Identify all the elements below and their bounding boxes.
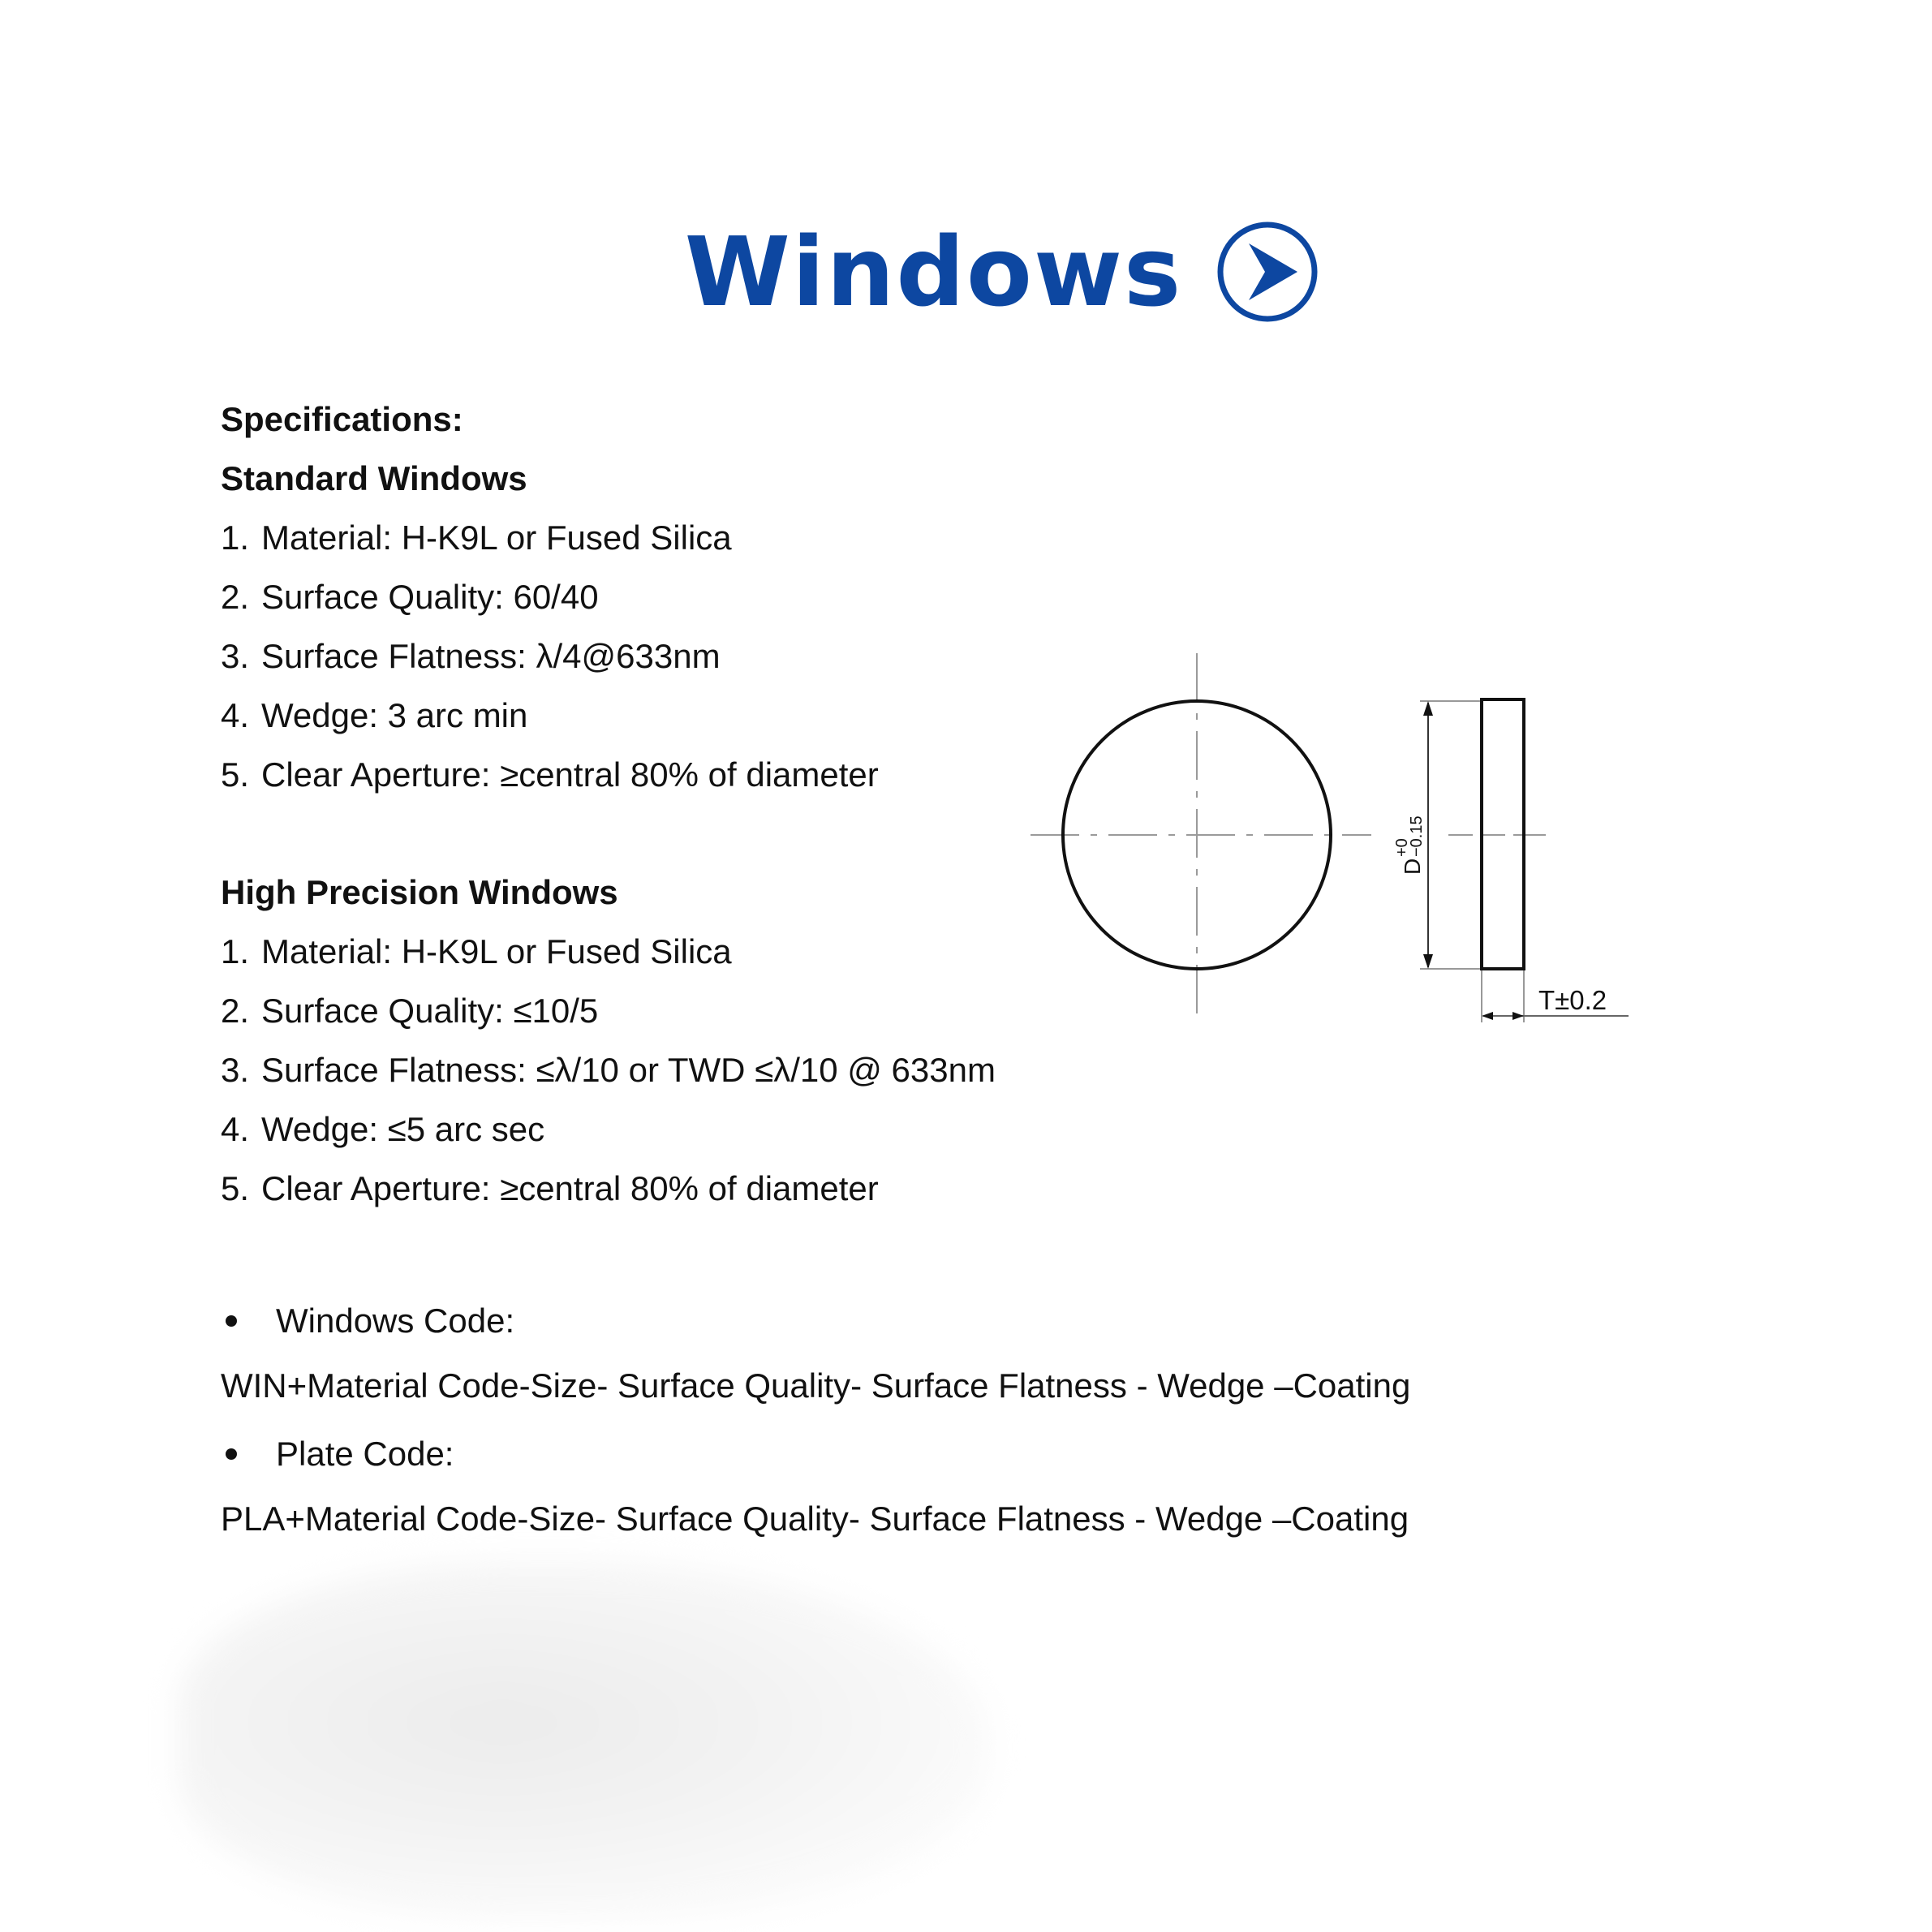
list-item-number: 1. <box>221 932 250 970</box>
arrow-right-circle-icon <box>1215 219 1320 325</box>
bullet-icon <box>226 1315 237 1327</box>
list-item-text: Material: H-K9L or Fused Silica <box>261 518 732 557</box>
list-item-number: 4. <box>221 1110 250 1148</box>
list-item-number: 3. <box>221 1051 250 1089</box>
list-item-text: Material: H-K9L or Fused Silica <box>261 932 732 970</box>
plate-code-format: PLA+Material Code-Size- Surface Quality- Surface Flatness - Wedge –Coating <box>221 1500 1409 1538</box>
list-item <box>221 1099 1276 1159</box>
diameter-tolerance-plus: +0 <box>1393 838 1411 857</box>
plate-code-label: Plate Code: <box>276 1435 454 1473</box>
windows-code-label: Windows Code: <box>276 1302 515 1340</box>
windows-code-format: WIN+Material Code-Size- Surface Quality- Surface Flatness - Wedge –Coating <box>221 1366 1411 1405</box>
list-item <box>221 1040 1276 1099</box>
thickness-label: T±0.2 <box>1538 985 1607 1015</box>
list-item <box>221 508 1276 567</box>
specifications-heading: Specifications: <box>221 400 463 438</box>
list-item-text: Surface Flatness: ≤λ/10 or TWD ≤λ/10 @ 633nm <box>261 1051 996 1089</box>
arrow-right-icon <box>1482 1012 1493 1020</box>
plate-code-heading <box>221 1422 1600 1487</box>
list-item-number: 2. <box>221 992 250 1030</box>
list-item-number: 5. <box>221 1169 250 1207</box>
window-technical-drawing <box>1022 649 1655 1031</box>
arrow-left-icon <box>1512 1012 1524 1020</box>
arrow-up-icon <box>1423 701 1433 716</box>
list-item-number: 2. <box>221 578 250 616</box>
list-item <box>221 567 1276 626</box>
list-item-text: Surface Flatness: λ/4@633nm <box>261 637 721 675</box>
list-item-text: Clear Aperture: ≥central 80% of diameter <box>261 755 879 794</box>
page-header <box>0 207 1932 337</box>
list-item-text: Wedge: 3 arc min <box>261 696 528 734</box>
high-precision-windows-heading: High Precision Windows <box>221 873 618 911</box>
bullet-icon <box>226 1448 237 1460</box>
diameter-tolerance-minus: −0.15 <box>1408 815 1426 857</box>
list-item-number: 3. <box>221 637 250 675</box>
codes-section <box>221 1289 1600 1555</box>
list-item <box>221 1159 1276 1218</box>
list-item-number: 4. <box>221 696 250 734</box>
list-item-number: 1. <box>221 518 250 557</box>
page-title: Windows <box>684 216 1183 328</box>
list-item-number: 5. <box>221 755 250 794</box>
list-item-text: Surface Quality: 60/40 <box>261 578 599 616</box>
list-item-text: Clear Aperture: ≥central 80% of diameter <box>261 1169 879 1207</box>
background-smudge <box>179 1562 990 1919</box>
windows-code-heading <box>221 1289 1600 1353</box>
standard-windows-heading: Standard Windows <box>221 459 527 497</box>
diameter-label <box>1393 815 1426 875</box>
list-item-text: Wedge: ≤5 arc sec <box>261 1110 545 1148</box>
list-item-text: Surface Quality: ≤10/5 <box>261 992 599 1030</box>
arrow-down-icon <box>1423 954 1433 969</box>
diameter-symbol: D <box>1400 858 1425 875</box>
